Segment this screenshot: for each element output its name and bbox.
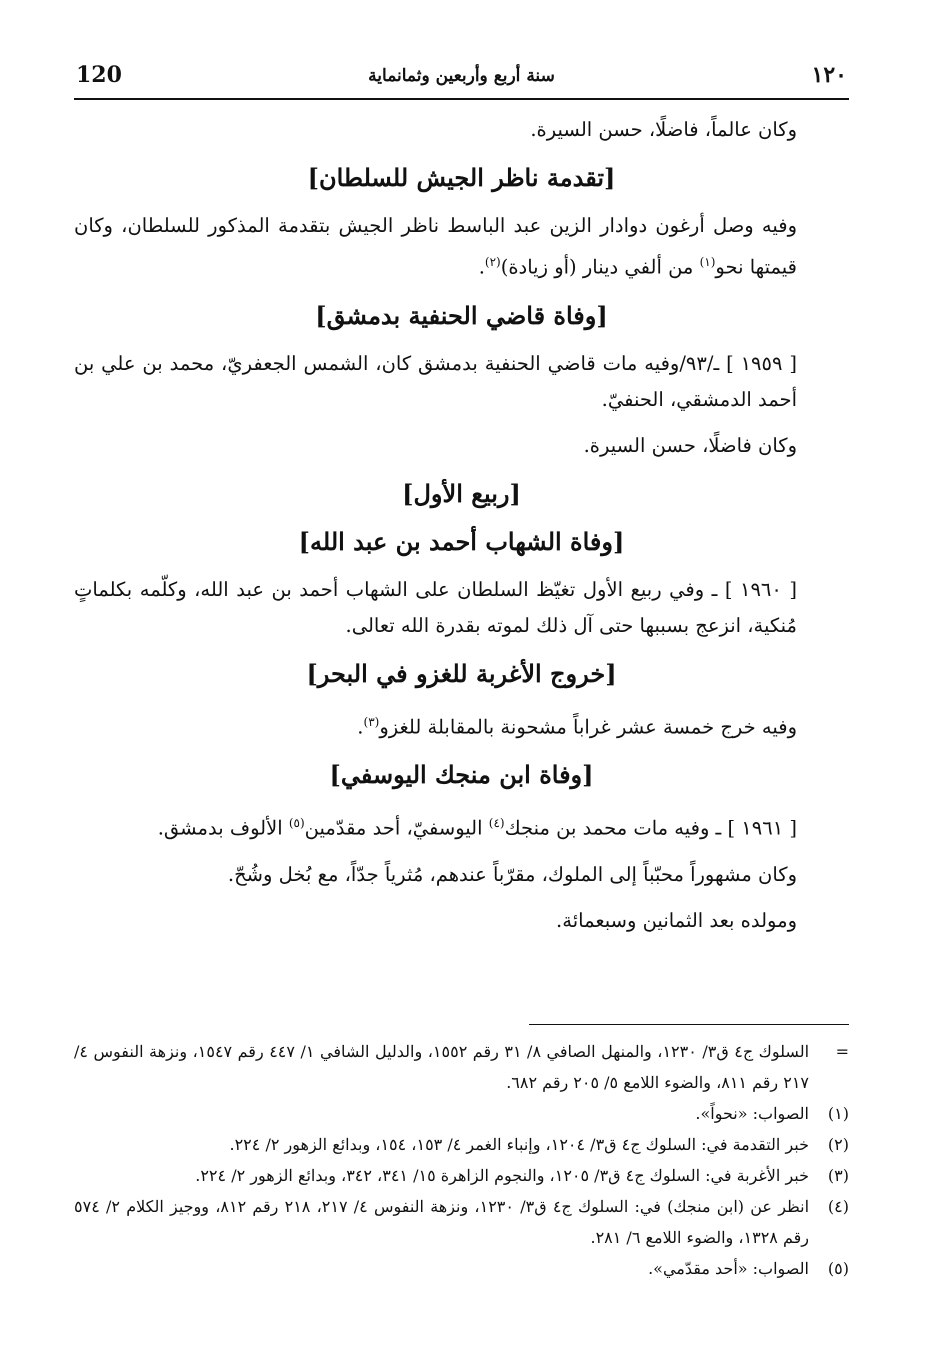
paragraph bbox=[74, 805, 849, 847]
paragraph: [ ١٩٦٠ ] ـ وفي ربيع الأول تغيّظ السلطان على الشهاب أحمد بن عبد الله، وكلّمه بكلماتٍ مُنكية، انزعج بسببها حتى آل ذلك لموته بقدرة الله تعالى. bbox=[74, 577, 797, 637]
footnote-number: = bbox=[835, 1042, 849, 1061]
section-heading: [خروج الأغربة للغزو في البحر] bbox=[306, 658, 617, 688]
footnote-number: (٤) bbox=[827, 1197, 849, 1216]
paragraph bbox=[74, 208, 849, 286]
paragraph-text: من ألفي دينار (أو زيادة) bbox=[500, 255, 700, 279]
footnote-number: (٣) bbox=[827, 1166, 849, 1185]
section-heading: [وفاة ابن منجك اليوسفي] bbox=[329, 760, 594, 789]
paragraph: ومولده بعد الثمانين وسبعمائة. bbox=[556, 908, 797, 932]
footnote bbox=[74, 1098, 849, 1129]
page-number-latin: 120 bbox=[76, 62, 122, 88]
paragraph-text: . bbox=[357, 715, 364, 738]
month-heading: [ربيع الأول] bbox=[402, 478, 521, 508]
footnote-text: انظر عن (ابن منجك) في: السلوك ج٤ ق٣/ ١٢٣٠، ونزهة النفوس ٤/ ٢١٧، ٢١٨ رقم ٨١٢، ووجيز الكلام ٢/ ٥٧٤ رقم ١٣٢٨، والضوء اللامع ٦/ ٢٨١. bbox=[74, 1197, 810, 1247]
section-heading: [وفاة الشهاب أحمد بن عبد الله] bbox=[298, 526, 625, 556]
footnotes bbox=[74, 1036, 849, 1284]
page-number-arabic: ١٢٠ bbox=[811, 62, 847, 88]
footnote-ref[interactable]: (١) bbox=[699, 255, 716, 269]
page-header bbox=[74, 58, 849, 100]
running-title: سنة أربع وأربعين وثمانماية bbox=[368, 66, 555, 86]
paragraph: وكان عالماً، فاضلًا، حسن السيرة. bbox=[530, 118, 797, 141]
footnote-text: السلوك ج٤ ق٣/ ١٢٣٠، والمنهل الصافي ٨/ ٣١ رقم ١٥٥٢، والدليل الشافي ١/ ٤٤٧ رقم ١٥٤٧، ونزهة النفوس ٤/ ٢١٧ رقم ٨١١، والضوء اللامع ٥/ ٢٠٥ رقم ٦٨٢. bbox=[74, 1042, 810, 1092]
paragraph-text: وفيه خرج خمسة عشر غراباً مشحونة بالمقابلة للغزو bbox=[379, 715, 797, 738]
paragraph: وكان فاضلًا، حسن السيرة. bbox=[583, 433, 797, 457]
footnote-text: خبر الأغربة في: السلوك ج٤ ق٣/ ١٢٠٥، والنجوم الزاهرة ١٥/ ٣٤١، ٣٤٢، وبدائع الزهور ٢/ ٢٢٤. bbox=[195, 1166, 809, 1185]
main-text bbox=[74, 112, 849, 949]
footnote bbox=[74, 1129, 849, 1160]
section-heading: [وفاة قاضي الحنفية بدمشق] bbox=[315, 300, 608, 330]
paragraph-text: وفيه وصل أرغون دوادار الزين عبد الباسط ناظر الجيش بتقدمة المذكور للسلطان، وكان قيمتها نحو bbox=[74, 214, 797, 279]
paragraph bbox=[74, 704, 849, 746]
footnote-text: خبر التقدمة في: السلوك ج٤ ق٣/ ١٢٠٤، وإنباء الغمر ٤/ ١٥٣، ١٥٤، وبدائع الزهور ٢/ ٢٢٤. bbox=[229, 1135, 809, 1154]
footnote-number: (٥) bbox=[827, 1259, 849, 1278]
footnote-ref[interactable]: (٢) bbox=[484, 255, 501, 269]
paragraph: وكان مشهوراً محبّباً إلى الملوك، مقرّباً عندهم، مُثرياً جدّاً، مع بُخل وشُحّ. bbox=[227, 862, 797, 886]
footnote-text: الصواب: «أحد مقدّمي». bbox=[648, 1259, 809, 1278]
footnote bbox=[74, 1191, 849, 1253]
footnote-number: (٢) bbox=[827, 1135, 849, 1154]
footnote-divider bbox=[529, 1024, 849, 1025]
paragraph-text: [ ١٩٦١ ] ـ وفيه مات محمد بن منجك bbox=[504, 816, 797, 840]
paragraph: [ ١٩٥٩ ] ـ/٩٣/وفيه مات قاضي الحنفية بدمشق كان، الشمس الجعفريّ، محمد بن علي بن أحمد الدمشقي، الحنفيّ. bbox=[74, 351, 797, 411]
footnote bbox=[74, 1253, 849, 1284]
footnote bbox=[74, 1160, 849, 1191]
footnote-ref[interactable]: (٤) bbox=[488, 816, 505, 830]
paragraph-text: الألوف بدمشق. bbox=[157, 816, 289, 840]
footnote-ref[interactable]: (٣) bbox=[363, 714, 380, 729]
footnote-text: الصواب: «نحواً». bbox=[695, 1104, 809, 1123]
paragraph-text: اليوسفيّ، أحد مقدّمين bbox=[304, 816, 489, 840]
footnote-number: (١) bbox=[827, 1104, 849, 1123]
footnote bbox=[74, 1036, 849, 1098]
section-heading: [تقدمة ناظر الجيش للسلطان] bbox=[307, 163, 616, 192]
footnote-ref[interactable]: (٥) bbox=[288, 816, 305, 830]
paragraph-text: . bbox=[478, 255, 485, 279]
